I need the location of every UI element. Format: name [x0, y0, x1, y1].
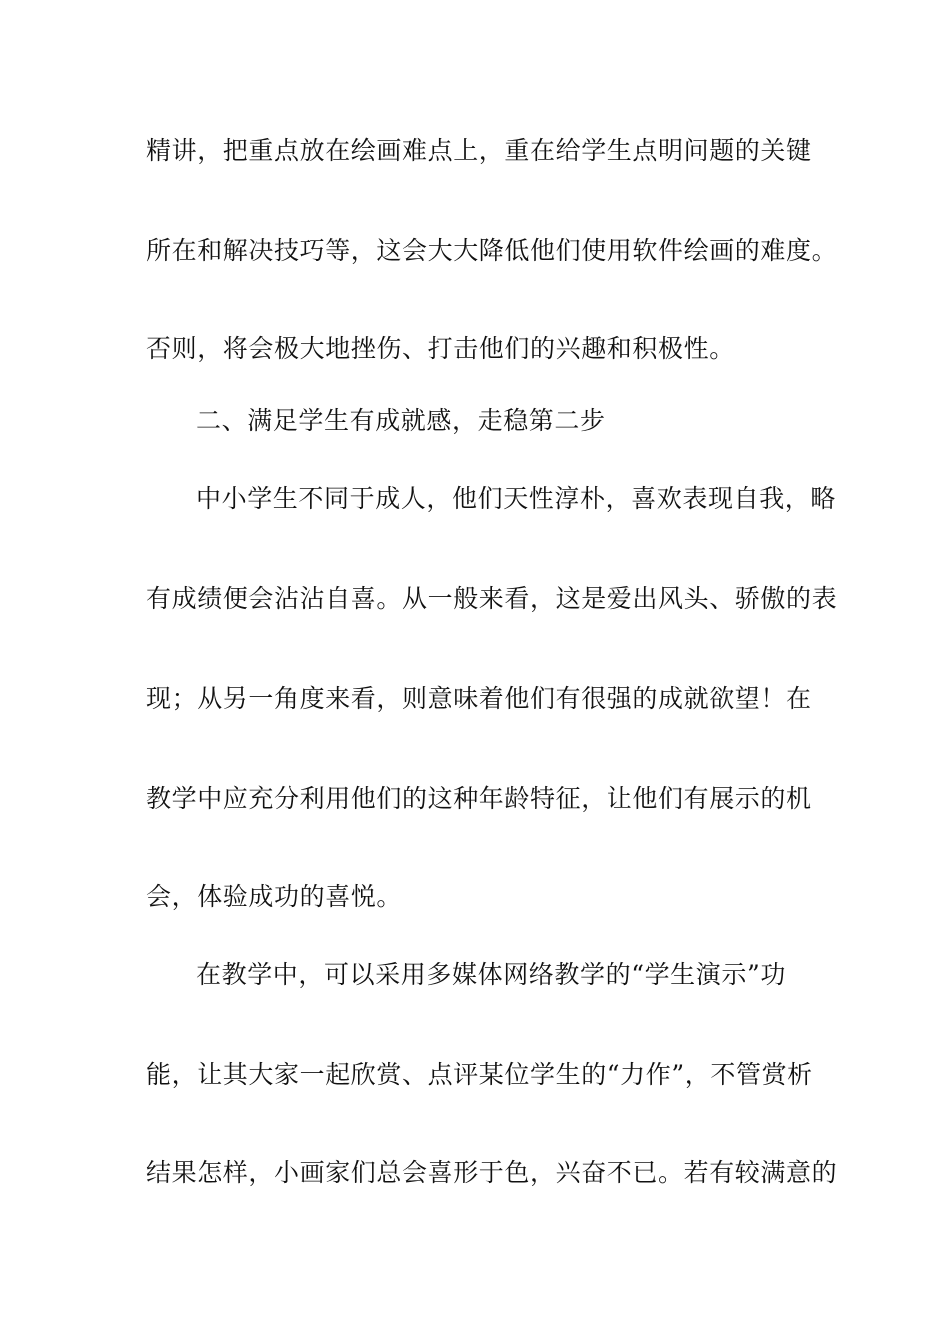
paragraph-line: 精讲，把重点放在绘画难点上，重在给学生点明问题的关键 — [146, 136, 812, 165]
section-heading: 二、满足学生有成就感，走稳第二步 — [196, 406, 606, 435]
paragraph-line: 有成绩便会沾沾自喜。从一般来看，这是爱出风头、骄傲的表 — [146, 584, 838, 613]
paragraph-line: 中小学生不同于成人，他们天性淳朴，喜欢表现自我，略 — [196, 484, 837, 513]
paragraph-line: 能，让其大家一起欣赏、点评某位学生的“力作”，不管赏析 — [146, 1060, 813, 1089]
paragraph-line: 教学中应充分利用他们的这种年龄特征，让他们有展示的机 — [146, 784, 812, 813]
paragraph-line: 在教学中，可以采用多媒体网络教学的“学生演示”功 — [196, 960, 786, 989]
paragraph-line: 现；从另一角度来看，则意味着他们有很强的成就欲望！在 — [146, 684, 812, 713]
paragraph-line: 否则，将会极大地挫伤、打击他们的兴趣和积极性。 — [146, 334, 735, 363]
paragraph-line: 所在和解决技巧等，这会大大降低他们使用软件绘画的难度。 — [146, 236, 838, 265]
paragraph-line: 结果怎样，小画家们总会喜形于色，兴奋不已。若有较满意的 — [146, 1158, 838, 1187]
paragraph-line: 会，体验成功的喜悦。 — [146, 882, 403, 911]
